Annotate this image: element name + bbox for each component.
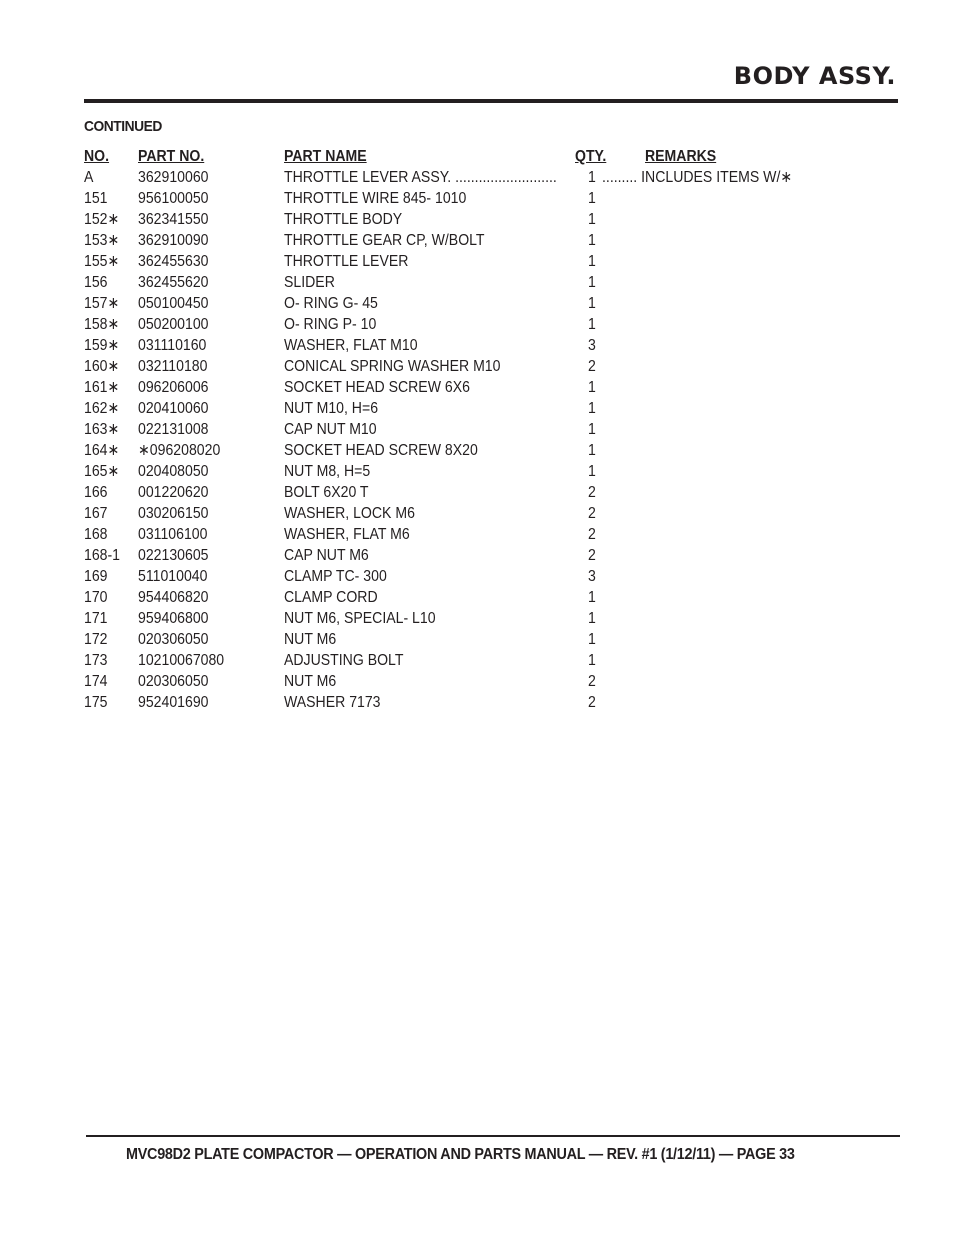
cell-no: 171 [84, 610, 108, 627]
cell-part-name: O- RING G- 45 [284, 295, 378, 312]
table-row [84, 651, 884, 672]
table-row [84, 693, 884, 714]
cell-qty: 1 [588, 211, 596, 228]
table-row [84, 210, 884, 231]
table-row [84, 420, 884, 441]
cell-part-no: 022130605 [138, 547, 209, 564]
cell-qty: 1 [588, 463, 596, 480]
cell-part-name: WASHER, FLAT M6 [284, 526, 410, 543]
cell-qty: 1 [588, 253, 596, 270]
col-header-qty: QTY. [575, 148, 607, 165]
cell-part-no: 952401690 [138, 694, 209, 711]
page-title: BODY ASSY. [733, 62, 896, 90]
cell-qty: 1 [588, 400, 596, 417]
cell-part-no: 050200100 [138, 316, 209, 333]
cell-part-no: 362455630 [138, 253, 209, 270]
cell-qty: 1 [588, 274, 596, 291]
cell-part-name: WASHER 7173 [284, 694, 381, 711]
cell-qty: 3 [588, 568, 596, 585]
cell-part-no: 020306050 [138, 673, 209, 690]
table-row [84, 231, 884, 252]
cell-no: 162∗ [84, 400, 120, 417]
cell-remarks: ......... INCLUDES ITEMS W/∗ [602, 169, 793, 186]
cell-no: 152∗ [84, 211, 120, 228]
cell-no: 169 [84, 568, 108, 585]
cell-part-no: 031110160 [138, 337, 207, 354]
cell-part-no: 511010040 [138, 568, 208, 585]
cell-part-no: 020410060 [138, 400, 209, 417]
table-row [84, 189, 884, 210]
table-row [84, 588, 884, 609]
cell-no: 167 [84, 505, 108, 522]
cell-part-name: CONICAL SPRING WASHER M10 [284, 358, 501, 375]
cell-part-name: O- RING P- 10 [284, 316, 377, 333]
cell-qty: 1 [588, 442, 596, 459]
cell-part-name: NUT M10, H=6 [284, 400, 379, 417]
cell-part-name: CAP NUT M10 [284, 421, 377, 438]
cell-qty: 3 [588, 337, 596, 354]
cell-part-no: 096206006 [138, 379, 209, 396]
cell-no: 174 [84, 673, 108, 690]
cell-part-no: 362455620 [138, 274, 209, 291]
cell-part-name: NUT M6, SPECIAL- L10 [284, 610, 436, 627]
cell-no: A [84, 169, 94, 186]
cell-qty: 1 [588, 421, 596, 438]
cell-qty: 1 [588, 589, 596, 606]
table-row [84, 273, 884, 294]
cell-part-no: 030206150 [138, 505, 209, 522]
cell-no: 166 [84, 484, 108, 501]
table-row [84, 546, 884, 567]
cell-qty: 1 [588, 232, 596, 249]
cell-part-name: NUT M6 [284, 631, 337, 648]
cell-part-no: 020306050 [138, 631, 209, 648]
cell-part-name: THROTTLE WIRE 845- 1010 [284, 190, 467, 207]
cell-part-no: 959406800 [138, 610, 209, 627]
cell-part-name: CAP NUT M6 [284, 547, 369, 564]
cell-part-name: WASHER, LOCK M6 [284, 505, 415, 522]
table-row [84, 336, 884, 357]
table-row [84, 609, 884, 630]
cell-no: 153∗ [84, 232, 120, 249]
cell-part-name: CLAMP TC- 300 [284, 568, 387, 585]
cell-no: 168 [84, 526, 108, 543]
parts-table [84, 147, 884, 714]
cell-part-name: NUT M6 [284, 673, 337, 690]
table-row [84, 462, 884, 483]
cell-part-name: CLAMP CORD [284, 589, 378, 606]
table-row [84, 672, 884, 693]
table-row [84, 294, 884, 315]
cell-part-name: THROTTLE LEVER ASSY. .......................... [284, 169, 557, 186]
cell-no: 163∗ [84, 421, 120, 438]
table-row [84, 378, 884, 399]
cell-part-no: 031106100 [138, 526, 208, 543]
cell-qty: 2 [588, 673, 596, 690]
table-header [84, 147, 884, 168]
cell-qty: 1 [588, 316, 596, 333]
table-row [84, 441, 884, 462]
cell-part-name: WASHER, FLAT M10 [284, 337, 418, 354]
table-row [84, 483, 884, 504]
cell-no: 175 [84, 694, 108, 711]
cell-no: 155∗ [84, 253, 120, 270]
cell-part-name: BOLT 6X20 T [284, 484, 369, 501]
table-body [84, 168, 884, 714]
cell-no: 156 [84, 274, 108, 291]
header-rule [84, 99, 898, 103]
section-label: CONTINUED [84, 118, 162, 135]
cell-qty: 1 [588, 631, 596, 648]
cell-no: 159∗ [84, 337, 120, 354]
cell-part-name: THROTTLE GEAR CP, W/BOLT [284, 232, 485, 249]
cell-part-no: 362910060 [138, 169, 209, 186]
cell-part-no: 032110180 [138, 358, 208, 375]
cell-part-no: 10210067080 [138, 652, 225, 669]
cell-qty: 1 [588, 190, 596, 207]
cell-qty: 1 [588, 610, 596, 627]
cell-qty: 1 [588, 169, 596, 186]
cell-qty: 1 [588, 379, 596, 396]
table-row [84, 168, 884, 189]
col-header-part-name: PART NAME [284, 148, 367, 165]
cell-no: 172 [84, 631, 108, 648]
cell-qty: 2 [588, 694, 596, 711]
cell-qty: 1 [588, 295, 596, 312]
cell-part-no: 954406820 [138, 589, 209, 606]
col-header-no: NO. [84, 148, 110, 165]
cell-no: 168-1 [84, 547, 121, 564]
footer-rule [86, 1135, 900, 1137]
cell-part-no: ∗096208020 [138, 442, 221, 459]
cell-part-no: 022131008 [138, 421, 209, 438]
table-row [84, 525, 884, 546]
cell-no: 160∗ [84, 358, 120, 375]
cell-no: 165∗ [84, 463, 120, 480]
table-row [84, 315, 884, 336]
table-row [84, 399, 884, 420]
cell-part-no: 020408050 [138, 463, 209, 480]
page-footer: MVC98D2 PLATE COMPACTOR — OPERATION AND PARTS MANUAL — REV. #1 (1/12/11) — PAGE 33 [126, 1146, 795, 1163]
cell-no: 157∗ [84, 295, 120, 312]
cell-part-name: SLIDER [284, 274, 335, 291]
cell-part-name: THROTTLE LEVER [284, 253, 409, 270]
cell-part-no: 050100450 [138, 295, 209, 312]
cell-part-no: 956100050 [138, 190, 209, 207]
cell-part-name: THROTTLE BODY [284, 211, 403, 228]
cell-no: 151 [84, 190, 108, 207]
table-row [84, 630, 884, 651]
table-row [84, 357, 884, 378]
cell-no: 158∗ [84, 316, 120, 333]
cell-part-name: ADJUSTING BOLT [284, 652, 404, 669]
table-row [84, 567, 884, 588]
table-row [84, 252, 884, 273]
cell-no: 161∗ [84, 379, 120, 396]
cell-no: 173 [84, 652, 108, 669]
cell-part-no: 362910090 [138, 232, 209, 249]
cell-no: 170 [84, 589, 108, 606]
cell-part-name: SOCKET HEAD SCREW 6X6 [284, 379, 470, 396]
table-row [84, 504, 884, 525]
cell-part-name: SOCKET HEAD SCREW 8X20 [284, 442, 478, 459]
cell-qty: 1 [588, 652, 596, 669]
col-header-remarks: REMARKS [645, 148, 717, 165]
cell-no: 164∗ [84, 442, 120, 459]
cell-qty: 2 [588, 484, 596, 501]
cell-part-no: 001220620 [138, 484, 209, 501]
cell-qty: 2 [588, 358, 596, 375]
col-header-part-no: PART NO. [138, 148, 205, 165]
cell-qty: 2 [588, 505, 596, 522]
cell-part-name: NUT M8, H=5 [284, 463, 371, 480]
cell-part-no: 362341550 [138, 211, 209, 228]
cell-qty: 2 [588, 547, 596, 564]
cell-qty: 2 [588, 526, 596, 543]
